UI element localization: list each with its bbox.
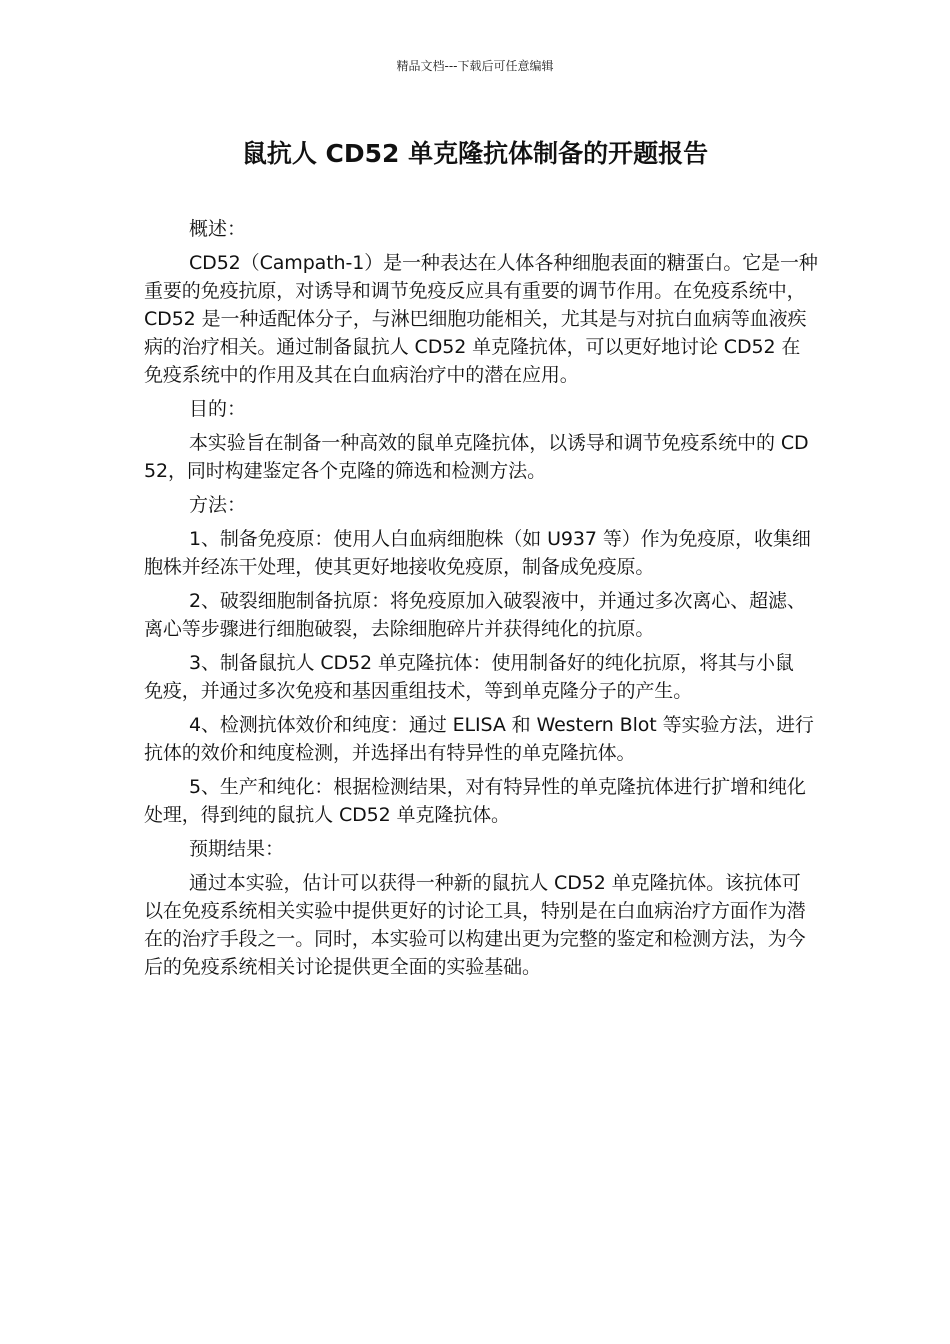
results-paragraph: 通过本实验，估计可以获得一种新的鼠抗人 CD52 单克隆抗体。该抗体可以在免疫系统相关实验中提供更好的讨论工具，特别是在白血病治疗方面作为潜在的治疗手段之一。同时，本实验可以构建出更为完整的鉴定和检测方法，为今后的免疫系统相关讨论提供更全面的实验基础。 [144, 872, 806, 978]
overview-paragraph: CD52（Campath-1）是一种表达在人体各种细胞表面的糖蛋白。它是一种重要的免疫抗原，对诱导和调节免疫反应具有重要的调节作用。在免疫系统中，CD52 是一种适配体分子，与淋巴细胞功能相关，尤其是与对抗白血病等血液疾病的治疗相关。通过制备鼠抗人 CD52 单克隆抗体，可以更好地讨论 CD52 在免疫系统中的作用及其在白血病治疗中的潜在应用。 [144, 252, 818, 386]
method-step-1: 1、制备免疫原：使用人白血病细胞株（如 U937 等）作为免疫原，收集细胞株并经冻干处理，使其更好地接收免疫原，制备成免疫原。 [144, 528, 811, 578]
method-step-4: 4、检测抗体效价和纯度：通过 ELISA 和 Western Blot 等实验方法，进行抗体的效价和纯度检测，并选择出有特异性的单克隆抗体。 [144, 714, 814, 764]
methods-heading: 方法： [189, 494, 247, 516]
overview-heading: 概述： [189, 218, 247, 240]
results-heading: 预期结果： [189, 838, 285, 860]
document-body [144, 215, 818, 987]
page-header: 精品文档---下载后可任意编辑 [396, 59, 554, 73]
method-step-2: 2、破裂细胞制备抗原：将免疫原加入破裂液中，并通过多次离心、超滤、离心等步骤进行细胞破裂，去除细胞碎片并获得纯化的抗原。 [144, 590, 806, 640]
document-title: 鼠抗人 CD52 单克隆抗体制备的开题报告 [241, 139, 709, 168]
method-step-5: 5、生产和纯化：根据检测结果，对有特异性的单克隆抗体进行扩增和纯化处理，得到纯的鼠抗人 CD52 单克隆抗体。 [144, 776, 806, 826]
purpose-heading: 目的： [189, 398, 247, 420]
method-step-3: 3、制备鼠抗人 CD52 单克隆抗体：使用制备好的纯化抗原，将其与小鼠 免疫，并通过多次免疫和基因重组技术，等到单克隆分子的产生。 [144, 652, 794, 702]
purpose-paragraph: 本实验旨在制备一种高效的鼠单克隆抗体，以诱导和调节免疫系统中的 CD52，同时构建鉴定各个克隆的筛选和检测方法。 [144, 432, 809, 482]
